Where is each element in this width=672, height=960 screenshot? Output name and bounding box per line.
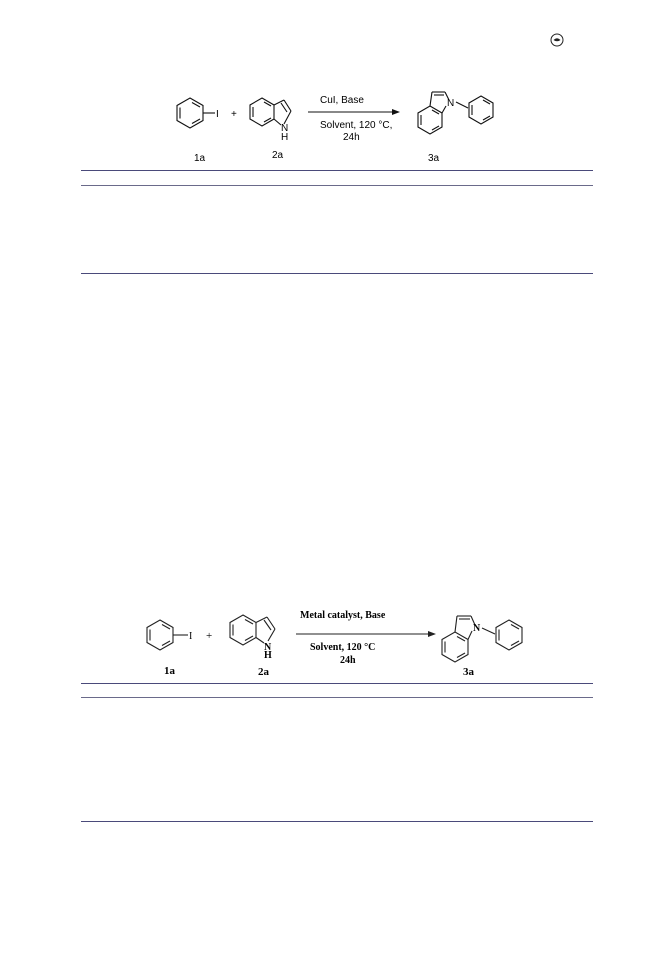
label-2a: 2a xyxy=(272,150,284,161)
logo-icon xyxy=(550,33,564,47)
indole-structure xyxy=(250,98,291,126)
n-phenylindole-structure xyxy=(418,92,493,134)
conditions-bottom-2: 24h xyxy=(340,655,356,666)
conditions-bottom-2: 24h xyxy=(343,132,360,143)
table1-header-rule xyxy=(81,185,593,186)
arrow-head xyxy=(428,631,436,637)
product-n-label: N xyxy=(447,98,455,109)
reaction-scheme-2 xyxy=(140,600,540,682)
iodobenzene-structure xyxy=(177,98,215,128)
label-1a: 1a xyxy=(194,153,206,164)
indole-h-label: H xyxy=(264,650,272,661)
label-1a: 1a xyxy=(164,665,175,677)
table2-header-rule xyxy=(81,697,593,698)
label-3a: 3a xyxy=(428,153,440,164)
reaction-scheme-1 xyxy=(160,84,520,168)
indole-n-label: N xyxy=(264,642,272,653)
table2-bottom-rule xyxy=(81,821,593,822)
label-2a: 2a xyxy=(258,666,269,678)
conditions-bottom-1: Solvent, 120 °C, xyxy=(320,120,393,131)
iodo-atom-label: I xyxy=(216,109,219,120)
plus-sign: + xyxy=(231,109,237,120)
table1-top-rule xyxy=(81,170,593,171)
iodo-atom-label: I xyxy=(189,631,193,642)
label-3a: 3a xyxy=(463,666,474,678)
indole-n-label: N xyxy=(281,123,289,134)
plus-sign: + xyxy=(206,630,213,642)
conditions-top: CuI, Base xyxy=(320,95,364,106)
iodobenzene-structure xyxy=(147,620,188,650)
conditions-top: Metal catalyst, Base xyxy=(300,610,386,621)
arrow-head xyxy=(392,109,400,115)
n-phenylindole-structure xyxy=(442,616,522,662)
indole-structure xyxy=(230,615,275,645)
indole-h-label: H xyxy=(281,132,289,143)
table1-bottom-rule xyxy=(81,273,593,274)
conditions-bottom-1: Solvent, 120 °C xyxy=(310,642,376,653)
table2-top-rule xyxy=(81,683,593,684)
product-n-label: N xyxy=(473,623,481,634)
